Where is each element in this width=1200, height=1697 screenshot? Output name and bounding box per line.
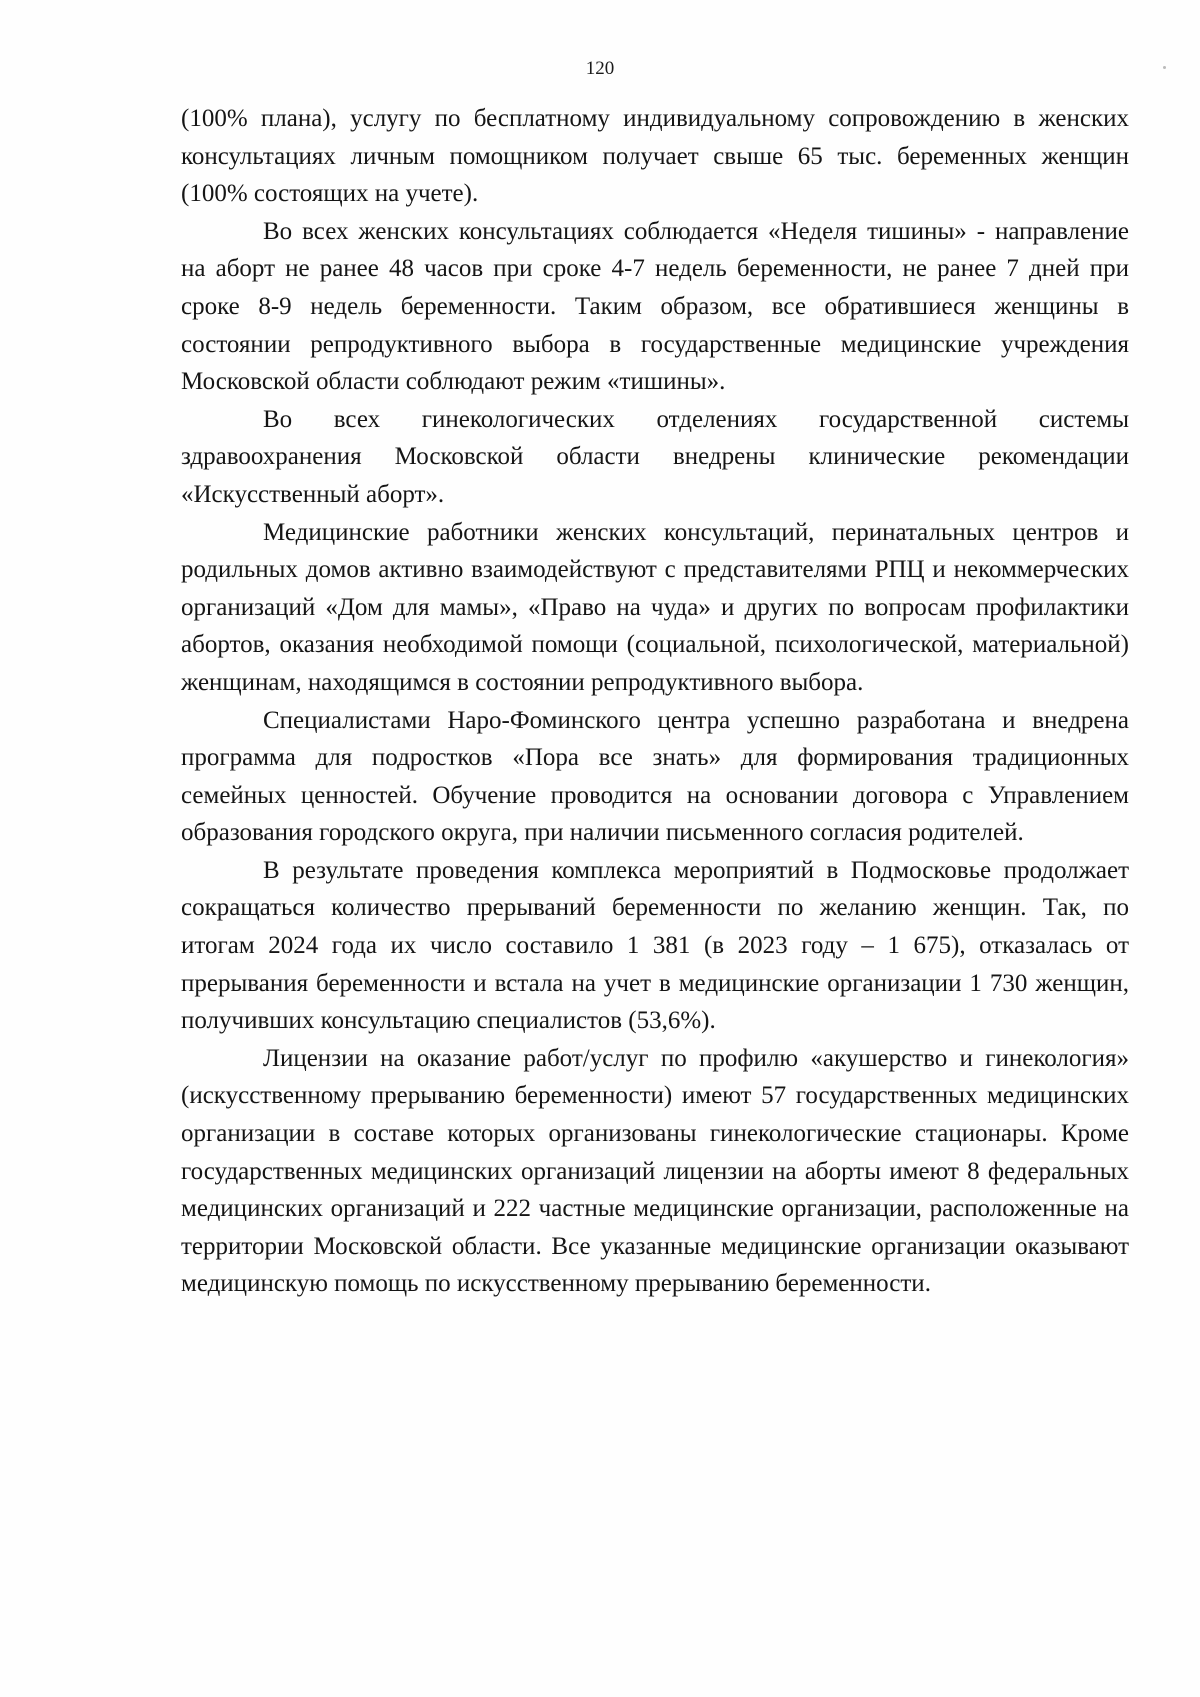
body-text — [181, 100, 1129, 1303]
paragraph-silence-week: Во всех женских консультациях соблюдается «Неделя тишины» - направление на аборт не ранее 48 часов при сроке 4-7 недель беременности, не ранее 7 дней при сроке 8-9 недель беременности. Таким образом, все обратившиеся женщины в состоянии репродуктивного выбора в государственные медицинские учреждения Московской области соблюдают режим «тишины». — [181, 217, 1129, 396]
paragraph-teen-program: Специалистами Наро-Фоминского центра успешно разработана и внедрена программа для подростков «Пора все знать» для формирования традиционных семейных ценностей. Обучение проводится на основании договора с Управлением образования городского округа, при наличии письменного согласия родителей. — [181, 706, 1129, 847]
paragraph-results: В результате проведения комплекса мероприятий в Подмосковье продолжает сокращаться количество прерываний беременности по желанию женщин. Так, по итогам 2024 года их число составило 1 381 (в 2023 году – 1 675), отказалась от прерывания беременности и встала на учет в медицинские организации 1 730 женщин, получивших консультацию специалистов (53,6%). — [181, 856, 1129, 1035]
paragraph-licenses: Лицензии на оказание работ/услуг по профилю «акушерство и гинекология» (искусственному прерыванию беременности) имеют 57 государственных медицинских организации в составе которых организованы гинекологические стационары. Кроме государственных медицинских организаций лицензии на аборты имеют 8 федеральных медицинских организаций и 222 частные медицинские организации, расположенные на территории Московской области. Все указанные медицинские организации оказывают медицинскую помощь по искусственному прерыванию беременности. — [181, 1044, 1129, 1298]
paragraph-cooperation: Медицинские работники женских консультаций, перинатальных центров и родильных домов активно взаимодействуют с представителями РПЦ и некоммерческих организаций «Дом для мамы», «Право на чуда» и других по вопросам профилактики абортов, оказания необходимой помощи (социальной, психологической, материальной) женщинам, находящимся в состоянии репродуктивного выбора. — [181, 518, 1129, 696]
paragraph-continuation: (100% плана), услугу по бесплатному индивидуальному сопровождению в женских консультациях личным помощником получает свыше 65 тыс. беременных женщин (100% состоящих на учете). — [181, 105, 1129, 208]
paragraph-clinical-guidelines: Во всех гинекологических отделениях государственной системы здравоохранения Московской области внедрены клинические рекомендации «Искусственный аборт». — [181, 405, 1129, 508]
page-number: 120 — [585, 58, 615, 79]
